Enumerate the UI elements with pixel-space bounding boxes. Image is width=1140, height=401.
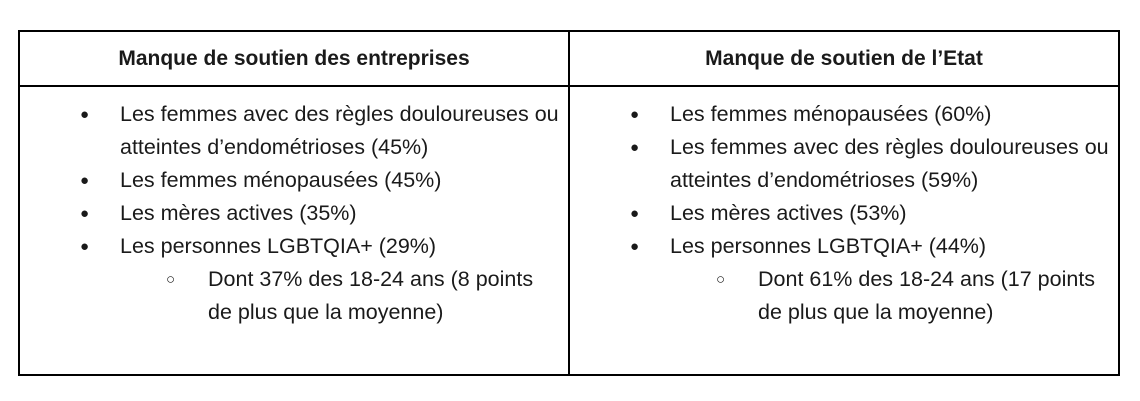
sub-list-item: ○ Dont 37% des 18-24 ans (8 points de plus que la moyenne) — [208, 263, 560, 329]
comparison-table — [18, 30, 1120, 376]
header-state: Manque de soutien de l’Etat — [570, 32, 1118, 87]
sub-list-item: ○ Dont 61% des 18-24 ans (17 points de plus que la moyenne) — [758, 263, 1110, 329]
list-item: ● Les femmes avec des règles douloureuses ou atteintes d’endométrioses (45%) — [120, 98, 560, 164]
list-item: ● Les femmes avec des règles douloureuses ou atteintes d’endométrioses (59%) — [670, 131, 1110, 197]
list-item: ● Les personnes LGBTQIA+ (44%) ○ Dont 61% des 18-24 ans (17 points de plus que la moyenne) — [670, 230, 1110, 329]
sub-list — [670, 263, 1110, 329]
sub-list — [120, 263, 560, 329]
header-companies: Manque de soutien des entreprises — [20, 32, 570, 87]
state-cell — [570, 87, 1118, 374]
list-item: ● Les mères actives (53%) — [670, 197, 1110, 230]
list-item: ● Les mères actives (35%) — [120, 197, 560, 230]
companies-list — [120, 98, 560, 329]
list-item: ● Les femmes ménopausées (45%) — [120, 164, 560, 197]
list-item: ● Les personnes LGBTQIA+ (29%) ○ Dont 37% des 18-24 ans (8 points de plus que la moyenne) — [120, 230, 560, 329]
companies-cell — [20, 87, 570, 374]
list-item: ● Les femmes ménopausées (60%) — [670, 98, 1110, 131]
state-list — [670, 98, 1110, 329]
